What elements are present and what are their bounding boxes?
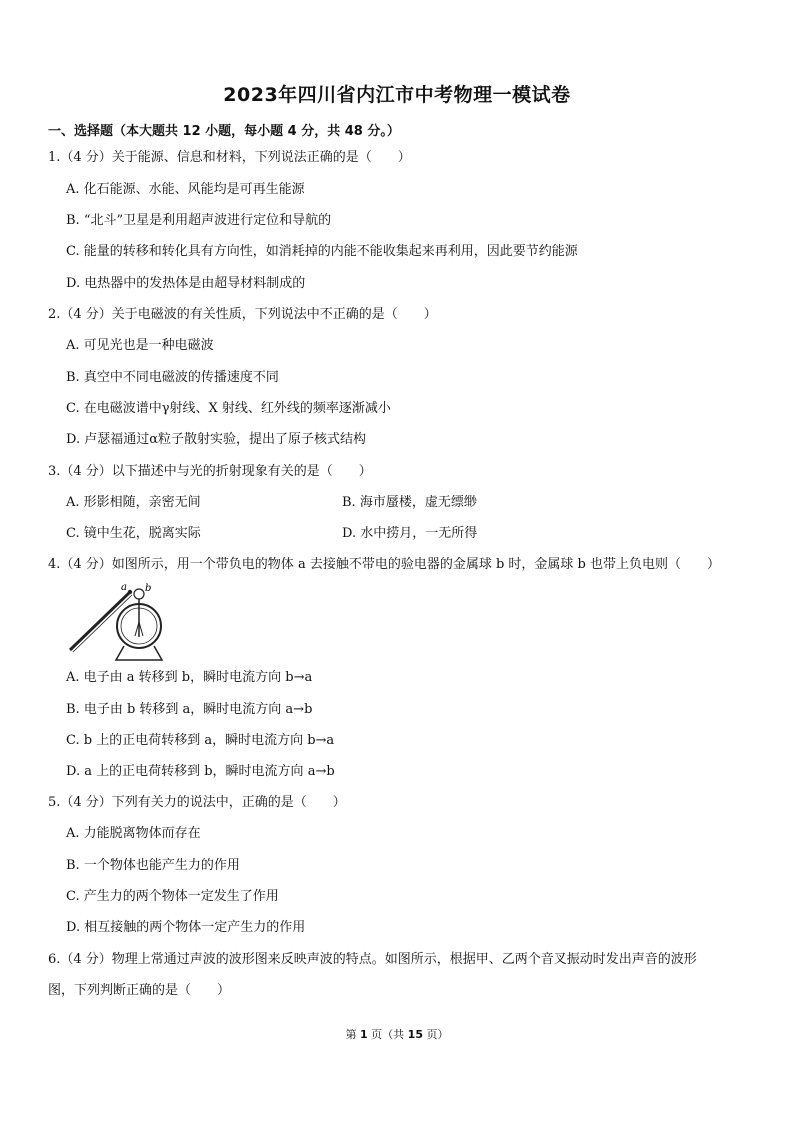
question-3-option-a[interactable]: A. 形影相随，亲密无间 [66,495,201,510]
question-5-option-b[interactable]: B. 一个物体也能产生力的作用 [66,858,240,873]
section-heading: 一、选择题（本大题共 12 小题，每小题 4 分，共 48 分。） [48,124,400,139]
question-4-option-c[interactable]: C. b 上的正电荷转移到 a，瞬时电流方向 b→a [66,733,335,748]
question-5-stem: 5.（4 分）下列有关力的说法中，正确的是（ ） [48,795,346,810]
total-page-count: 15 [407,1028,423,1041]
metal-ball-b [134,589,144,599]
question-6-stem: 6.（4 分）物理上常通过声波的波形图来反映声波的特点。如图所示，根据甲、乙两个音叉振动时发出声音的波形 [48,952,697,967]
question-4-stem: 4.（4 分）如图所示，用一个带负电的物体 a 去接触不带电的验电器的金属球 b 时，金属球 b 也带上负电则（ ） [48,557,720,572]
label-a: a [121,582,127,593]
question-1-option-c[interactable]: C. 能量的转移和转化具有方向性，如消耗掉的内能不能收集起来再利用，因此要节约能源 [66,244,578,259]
question-4-option-a[interactable]: A. 电子由 a 转移到 b，瞬时电流方向 b→a [66,670,313,685]
question-3-stem: 3.（4 分）以下描述中与光的折射现象有关的是（ ） [48,464,372,479]
label-b: b [145,583,152,594]
electroscope-figure [66,582,176,664]
page-title: 2023年四川省内江市中考物理一模试卷 [223,84,571,106]
question-3-option-c[interactable]: C. 镜中生花，脱离实际 [66,526,201,541]
footer-suffix: 页） [422,1028,449,1041]
question-2-stem: 2.（4 分）关于电磁波的有关性质，下列说法中不正确的是（ ） [48,307,437,322]
question-1-option-a[interactable]: A. 化石能源、水能、风能均是可再生能源 [66,182,305,197]
rod-tip-a [128,590,132,594]
question-5-option-a[interactable]: A. 力能脱离物体而存在 [66,826,201,841]
charged-rod [70,592,130,650]
question-2-option-d[interactable]: D. 卢瑟福通过α粒子散射实验，提出了原子核式结构 [66,432,367,447]
question-4-option-d[interactable]: D. a 上的正电荷转移到 b，瞬时电流方向 a→b [66,764,335,779]
footer-middle: 页（共 [367,1028,408,1041]
question-2-option-c[interactable]: C. 在电磁波谱中γ射线、X 射线、红外线的频率逐渐减小 [66,401,391,416]
question-6-stem-continued: 图，下列判断正确的是（ ） [48,983,231,998]
question-1-option-b[interactable]: B. “北斗”卫星是利用超声波进行定位和导航的 [66,213,332,228]
page-footer [0,1026,794,1042]
current-page-number: 1 [360,1028,368,1041]
question-5-option-d[interactable]: D. 相互接触的两个物体一定产生力的作用 [66,920,306,935]
question-5-option-c[interactable]: C. 产生力的两个物体一定发生了作用 [66,889,279,904]
question-3-option-d[interactable]: D. 水中捞月，一无所得 [342,526,478,541]
question-2-option-b[interactable]: B. 真空中不同电磁波的传播速度不同 [66,370,279,385]
question-1-stem: 1.（4 分）关于能源、信息和材料，下列说法正确的是（ ） [48,150,411,165]
question-3-option-b[interactable]: B. 海市蜃楼，虚无缥缈 [342,495,477,510]
footer-prefix: 第 [345,1028,361,1041]
question-1-option-d[interactable]: D. 电热器中的发热体是由超导材料制成的 [66,276,306,291]
question-2-option-a[interactable]: A. 可见光也是一种电磁波 [66,338,214,353]
question-4-option-b[interactable]: B. 电子由 b 转移到 a，瞬时电流方向 a→b [66,702,313,717]
